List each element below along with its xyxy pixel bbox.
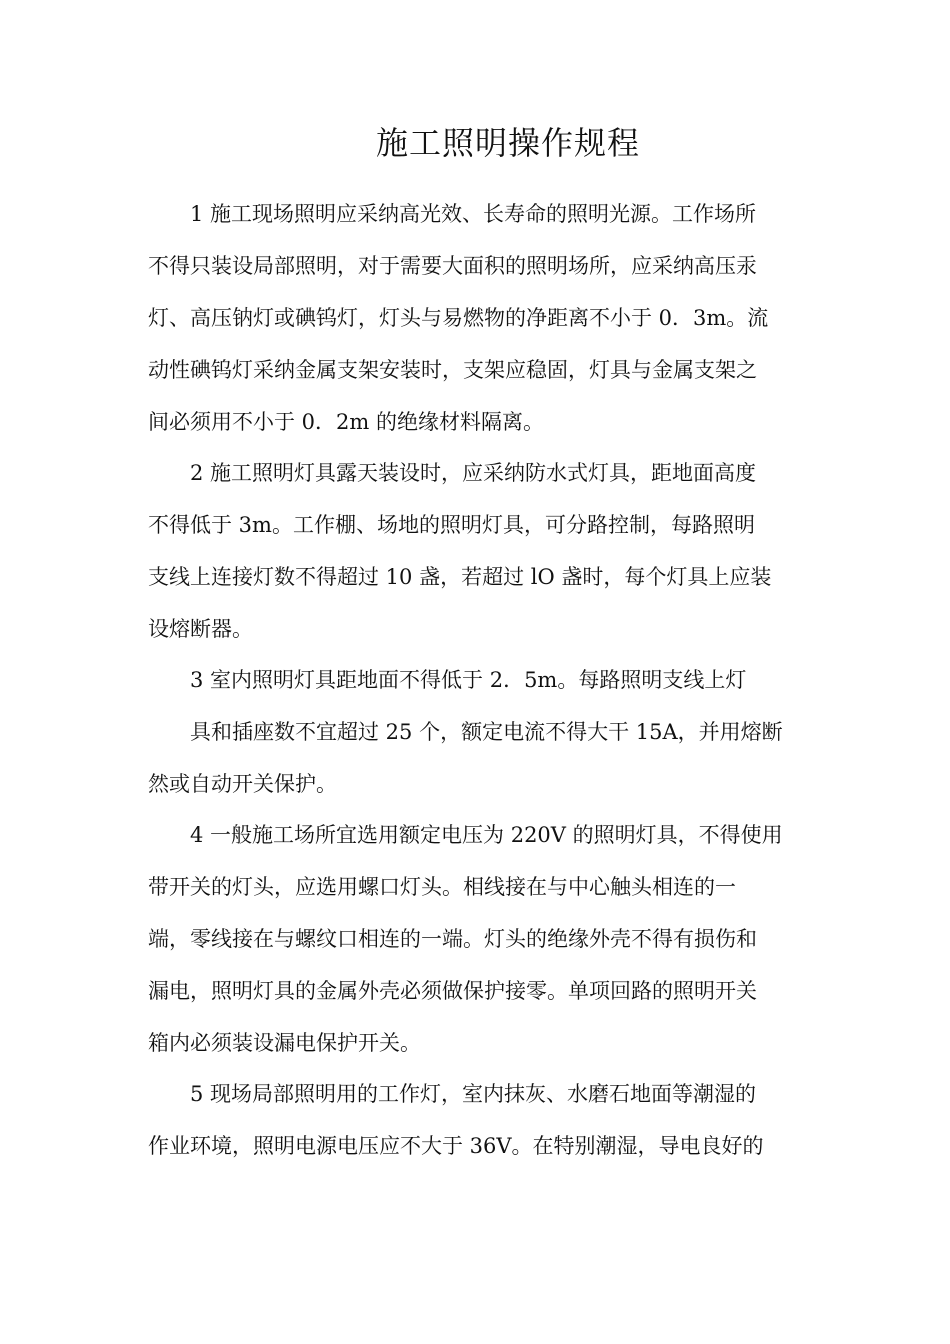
text-line: 4 一般施工场所宜选用额定电压为 220V 的照明灯具，不得使用 (190, 823, 783, 847)
text-line: 漏电，照明灯具的金属外壳必须做保护接零。单项回路的照明开关 (148, 979, 757, 1003)
text-line: 5 现场局部照明用的工作灯，室内抹灰、水磨石地面等潮湿的 (190, 1082, 757, 1106)
text-line: 支线上连接灯数不得超过 10 盏，若超过 lO 盏时，每个灯具上应装 (148, 565, 772, 589)
text-line: 作业环境，照明电源电压应不大于 36V。在特别潮湿，导电良好的 (148, 1134, 764, 1158)
text-line: 3 室内照明灯具距地面不得低于 2．5m。每路照明支线上灯 (190, 668, 747, 692)
text-line: 不得只装设局部照明，对于需要大面积的照明场所，应采纳高压汞 (148, 254, 757, 278)
text-line: 箱内必须装设漏电保护开关。 (148, 1031, 421, 1055)
text-line: 动性碘钨灯采纳金属支架安装时，支架应稳固，灯具与金属支架之 (148, 358, 757, 382)
text-line: 具和插座数不宜超过 25 个，额定电流不得大干 15A，并用熔断 (190, 720, 783, 744)
text-line: 带开关的灯头，应选用螺口灯头。相线接在与中心触头相连的一 (148, 875, 736, 899)
text-line: 1 施工现场照明应采纳高光效、长寿命的照明光源。工作场所 (190, 202, 757, 226)
text-line: 灯、高压钠灯或碘钨灯，灯头与易燃物的净距离不小于 0．3m。流 (148, 306, 769, 330)
text-line: 不得低于 3m。工作棚、场地的照明灯具，可分路控制，每路照明 (148, 513, 755, 537)
document-title: 施工照明操作规程 (375, 124, 640, 162)
text-line: 然或自动开关保护。 (148, 772, 337, 796)
text-line: 设熔断器。 (148, 617, 253, 641)
text-line: 2 施工照明灯具露天装设时，应采纳防水式灯具，距地面高度 (190, 461, 757, 485)
text-line: 间必须用不小于 0．2m 的绝缘材料隔离。 (148, 410, 544, 434)
text-line: 端，零线接在与螺纹口相连的一端。灯头的绝缘外壳不得有损伤和 (148, 927, 757, 951)
